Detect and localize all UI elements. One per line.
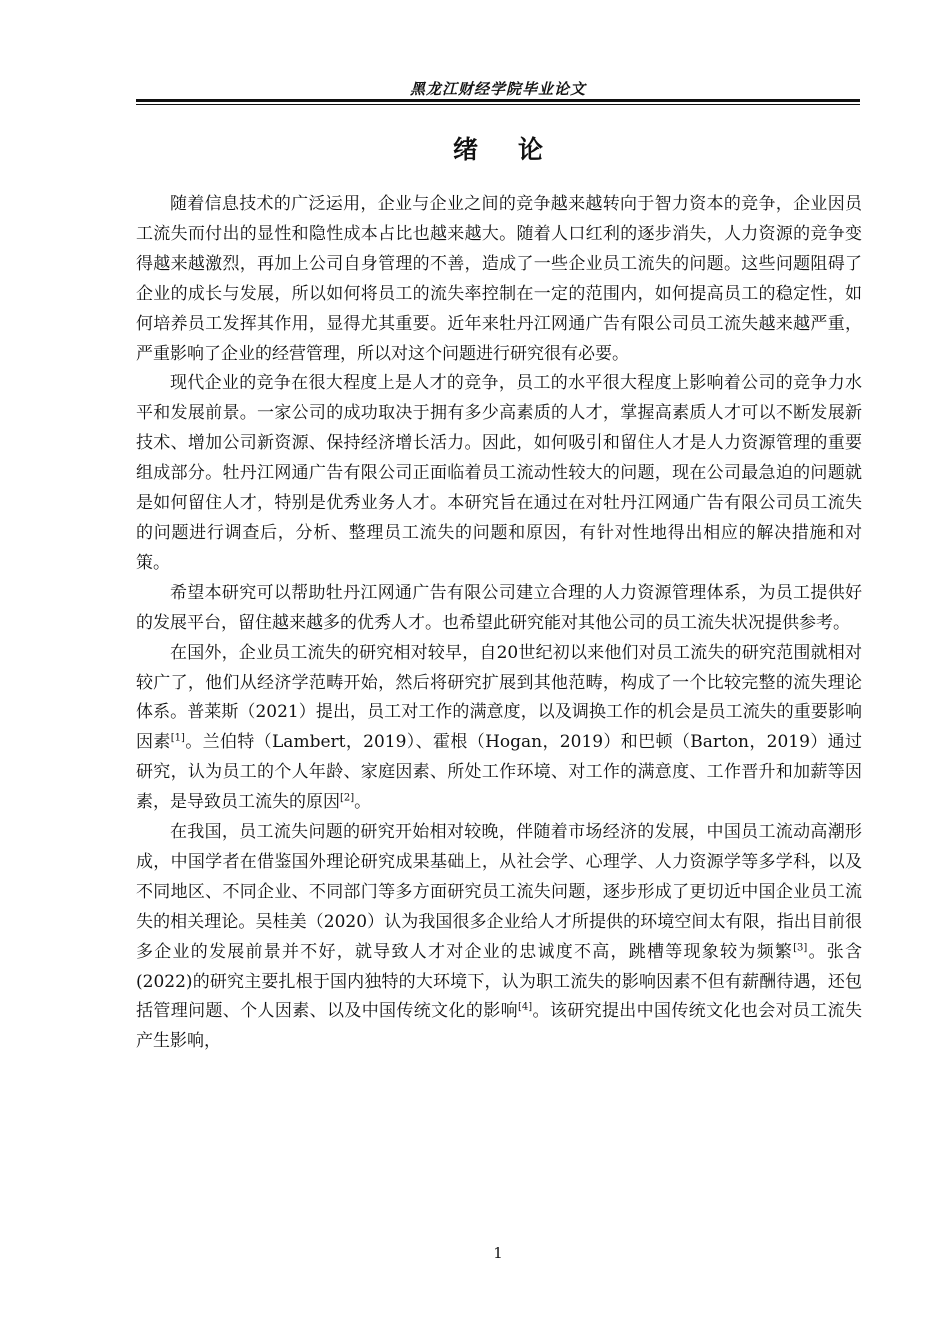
citation-marker: [3]: [793, 942, 808, 953]
paragraph-text: 。: [354, 792, 372, 813]
paragraph: 现代企业的竞争在很大程度上是人才的竞争，员工的水平很大程度上影响着公司的竞争力水平和发展前景。一家公司的成功取决于拥有多少高素质的人才，掌握高素质人才可以不断发展新技术、增加公司新资源、保持经济增长活力。因此，如何吸引和留住人才是人力资源管理的重要组成部分。牡丹江网通广告有限公司正面临着员工流动性较大的问题，现在公司最急迫的问题就是如何留住人才，特别是优秀业务人才。本研究旨在通过在对牡丹江网通广告有限公司员工流失的问题进行调查后，分析、整理员工流失的问题和原因，有针对性地得出相应的解决措施和对策。: [136, 373, 862, 573]
paragraph-text: 。兰伯特（Lambert，2019）、霍根（Hogan，2019）和巴顿（Barton，2019）通过研究，认为员工的个人年龄、家庭因素、所处工作环境、对工作的满意度、工作晋升和加薪等因素，是导致员工流失的原因: [136, 732, 863, 813]
paragraph-text: 在我国，员工流失问题的研究开始相对较晚，伴随着市场经济的发展，中国员工流动高潮形成，中国学者在借鉴国外理论研究成果基础上，从社会学、心理学、人力资源学等多学科，以及不同地区、不同企业、不同部门等多方面研究员工流失问题，逐步形成了更切近中国企业员工流失的相关理论。吴桂美（2020）认为我国很多企业给人才所提供的环境空间太有限，指出目前很多企业的发展前景并不好，就导致人才对企业的忠诚度不高，跳槽等现象较为频繁: [136, 822, 862, 962]
paragraph: [136, 639, 862, 818]
citation-marker: [2]: [340, 792, 355, 804]
paragraph-text: 。张含 (2022)的研究主要扎根于国内独特的大环境下，认为职工流失的影响因素不但有薪酬待遇，还包括管理问题、个人因素、以及中国传统文化的影响: [136, 941, 863, 1022]
chapter-title: 绪论: [452, 135, 583, 164]
running-header: 黑龙江财经学院毕业论文: [409, 80, 586, 98]
paragraph: 希望本研究可以帮助牡丹江网通广告有限公司建立合理的人力资源管理体系，为员工提供好的发展平台，留住越来越多的优秀人才。也希望此研究能对其他公司的员工流失状况提供参考。: [136, 582, 862, 633]
paragraph-text: 。该研究提出中国传统文化也会对员工流失产生影响，: [136, 1001, 863, 1052]
header-rule-thick: [136, 99, 860, 102]
paragraph-text: 在国外，企业员工流失的研究相对较早，自20世纪初以来他们对员工流失的研究范围就相对较广了，他们从经济学范畴开始，然后将研究扩展到其他范畴，构成了一个比较完整的流失理论体系。普莱斯（2021）提出，员工对工作的满意度，以及调换工作的机会是员工流失的重要影响因素: [136, 642, 862, 753]
paragraph: 随着信息技术的广泛运用，企业与企业之间的竞争越来越转向于智力资本的竞争，企业因员工流失而付出的显性和隐性成本占比也越来越大。随着人口红利的逐步消失，人力资源的竞争变得越来越激烈，再加上公司自身管理的不善，造成了一些企业员工流失的问题。这些问题阻碍了企业的成长与发展，所以如何将员工的流失率控制在一定的范围内，如何提高员工的稳定性，如何培养员工发挥其作用，显得尤其重要。近年来牡丹江网通广告有限公司员工流失越来越严重，严重影响了企业的经营管理，所以对这个问题进行研究很有必要。: [136, 194, 862, 364]
citation-marker: [1]: [170, 732, 185, 744]
body-text: [136, 190, 862, 1057]
paragraph: [136, 818, 862, 1057]
header-rule-thin: [136, 104, 860, 105]
citation-marker: [4]: [517, 1001, 533, 1013]
page-number: 1: [493, 1244, 503, 1262]
